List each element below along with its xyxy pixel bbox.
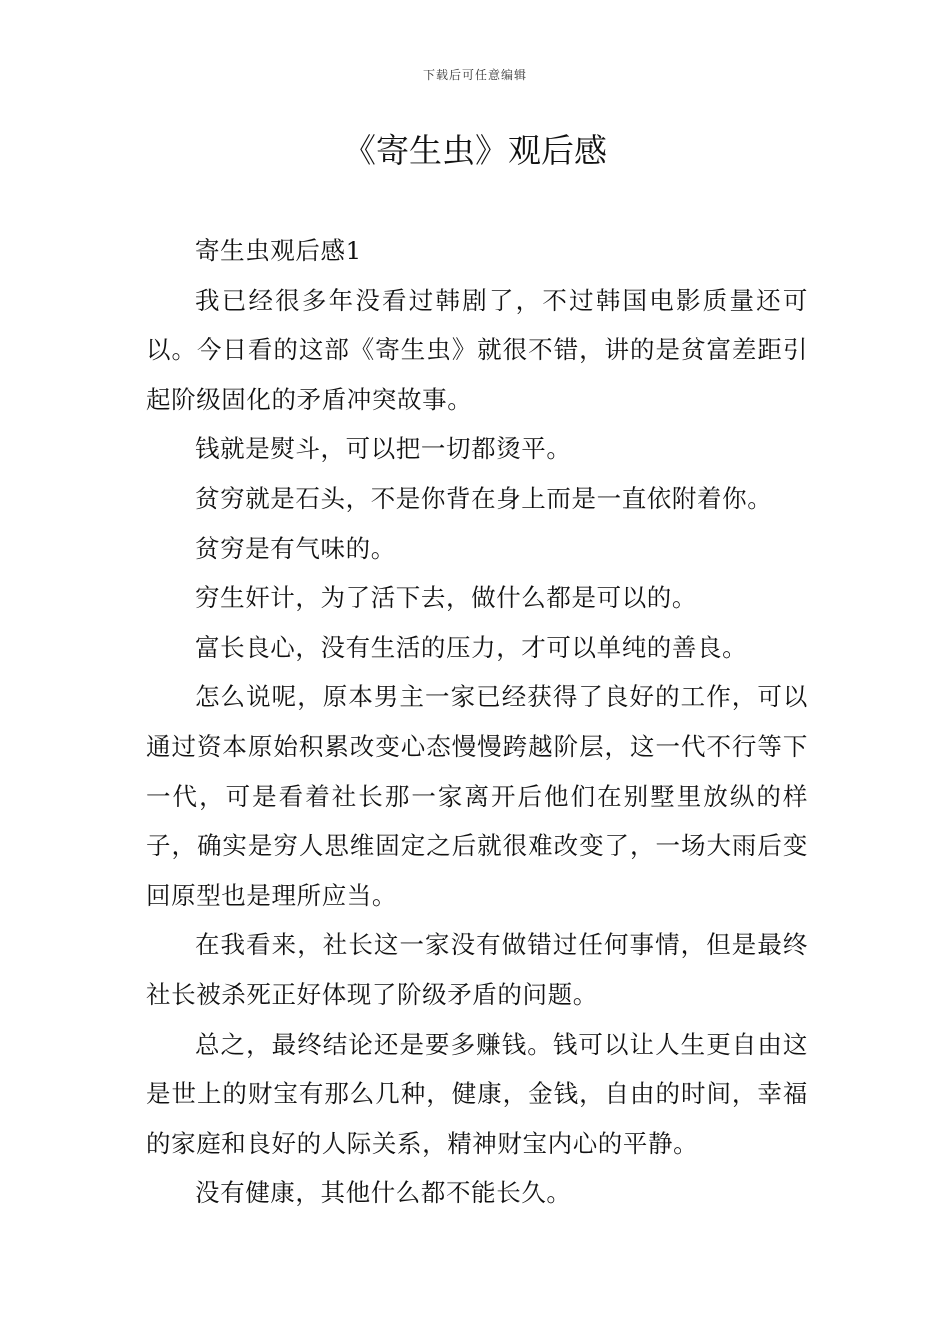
paragraph: 怎么说呢，原本男主一家已经获得了良好的工作，可以通过资本原始积累改变心态慢慢跨越阶层，这一代不行等下一代，可是看着社长那一家离开后他们在别墅里放纵的样子，确实是穷人思维固定之后就很难改变了，一场大雨后变回原型也是理所应当。: [146, 682, 808, 910]
paragraph: 在我看来，社长这一家没有做错过任何事情，但是最终社长被杀死正好体现了阶级矛盾的问题。: [146, 930, 808, 1009]
paragraph: 富长良心，没有生活的压力，才可以单纯的善良。: [195, 632, 748, 662]
section-heading: 寄生虫观后感1: [195, 236, 362, 265]
paragraph: 贫穷是有气味的。: [195, 533, 396, 563]
paragraph: 贫穷就是石头，不是你背在身上而是一直依附着你。: [195, 483, 773, 513]
header-note: 下载后可任意编辑: [422, 68, 527, 82]
paragraph: 我已经很多年没看过韩剧了，不过韩国电影质量还可以。今日看的这部《寄生虫》就很不错，讲的是贫富差距引起阶级固化的矛盾冲突故事。: [146, 285, 808, 414]
paragraph: 钱就是熨斗，可以把一切都烫平。: [195, 434, 572, 464]
document-title: 《寄生虫》观后感: [343, 131, 607, 170]
paragraph: 总之，最终结论还是要多赚钱。钱可以让人生更自由这是世上的财宝有那么几种，健康，金钱，自由的时间，幸福的家庭和良好的人际关系，精神财宝内心的平静。: [146, 1029, 808, 1158]
document-body: [146, 226, 808, 1218]
paragraph: 没有健康，其他什么都不能长久。: [195, 1178, 572, 1208]
paragraph: 穷生奸计，为了活下去，做什么都是可以的。: [195, 583, 697, 613]
